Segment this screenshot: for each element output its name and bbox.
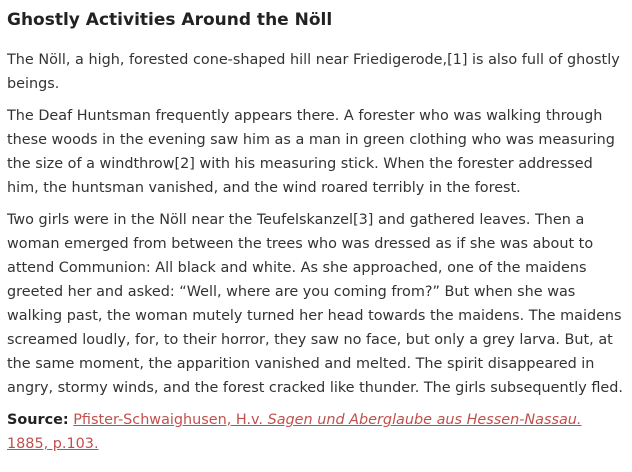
article-paragraph-huntsman: The Deaf Huntsman frequently appears there. A forester who was walking through these woods in the evening saw him as a man in green clothing who was measuring the size of a windthrow[2] with his measuring stick. When the forester addressed him, the huntsman vanished, and the wind roared terribly in the forest. bbox=[7, 108, 615, 196]
source-link[interactable] bbox=[7, 412, 582, 452]
source-link-author: Pfister-Schwaighusen, H.v. bbox=[73, 412, 264, 428]
source-citation bbox=[7, 408, 624, 456]
source-link-title: Sagen und Aberglaube aus Hessen-Nassau. bbox=[267, 412, 582, 428]
article-title: Ghostly Activities Around the Nöll bbox=[7, 10, 333, 30]
source-link-rest: 1885, p.103. bbox=[7, 436, 99, 452]
source-label: Source: bbox=[7, 412, 69, 428]
article-paragraph-girls: Two girls were in the Nöll near the Teufelskanzel[3] and gathered leaves. Then a woman emerged from between the trees who was dressed as if she was about to attend Communion: All black and white. As she approached, one of the maidens greeted her and asked: “Well, where are you coming from?” But when she was walking past, the woman mutely turned her head towards the maidens. The maidens screamed loudly, for, to their horror, they saw no face, but only a grey larva. But, at the same moment, the apparition vanished and melted. The spirit disappeared in angry, stormy winds, and the forest cracked like thunder. The girls subsequently fled. bbox=[7, 212, 623, 396]
article-paragraph-intro: The Nöll, a high, forested cone-shaped hill near Friedigerode,[1] is also full of ghostly beings. bbox=[7, 52, 620, 92]
